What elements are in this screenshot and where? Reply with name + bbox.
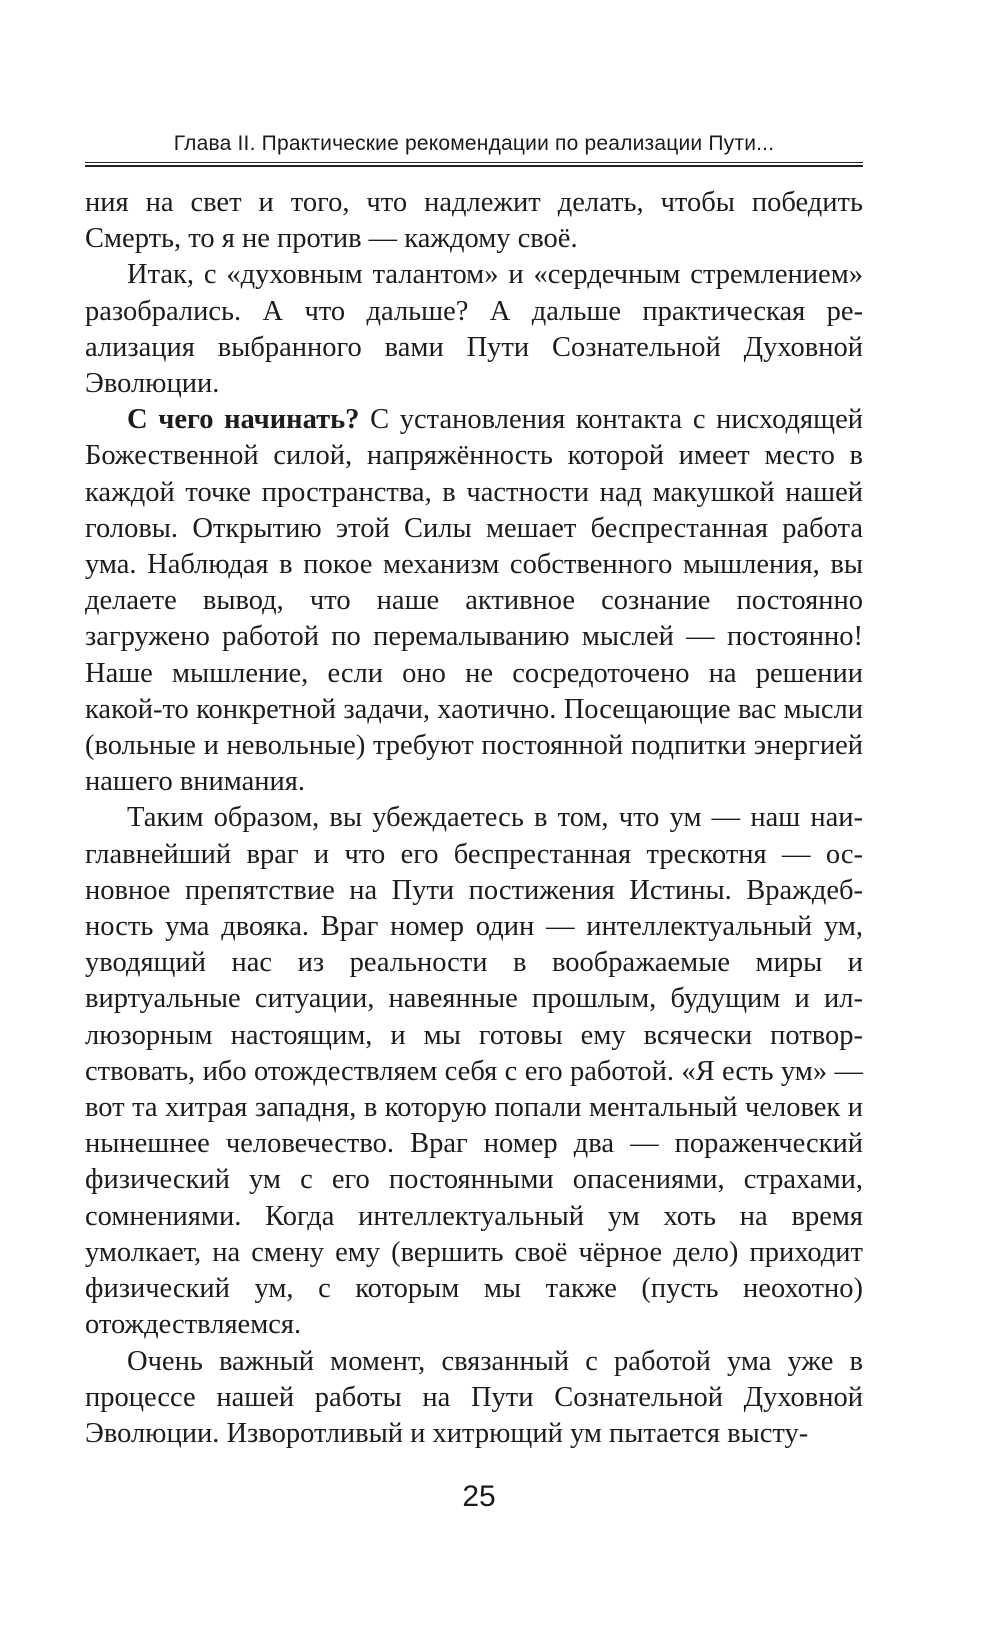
paragraph-2: Итак, с «духовным талантом» и «сердечным стремлением» разобрались. А что дальше? А дальше практическая реализация выбранного вами Пути Сознательной Духовной Эволюции. <box>85 259 863 400</box>
paragraph-4: Таким образом, вы убеждаетесь в том, что ум — наш наиглавнейший враг и что его беспрестанная трескотня — основное препятствие на Пути постижения Истины. Враждебность ума двояка. Враг номер один — интеллектуальный ум, уводящий нас из реальности в воображаемые миры и виртуальные ситуации, навеянные прошлым, будущим и иллюзорным настоящим, и мы готовы ему всячески потворствовать, ибо отождествляем себя с его работой. «Я есть ум» — вот та хитрая западня, в которую попали ментальный человек и нынешнее человечество. Враг номер два — пораженческий физический ум с его постоянными опасениями, страхами, сомнениями. Когда интеллектуальный ум хоть на время умолкает, на смену ему (вершить своё чёрное дело) приходит физический ум, с которым мы также (пусть неохотно) отождествляемся. <box>85 802 863 1341</box>
page-number: 25 <box>462 1480 496 1513</box>
header-rule <box>85 162 863 163</box>
paragraph-3-text: С установления контакта с нисходящей Божественной силой, напряжённость которой имеет место в каждой точке пространства, в частности над макушкой нашей головы. Открытию этой Силы мешает беспрестанная работа ума. Наблюдая в покое механизм собственного мышления, вы делаете вывод, что наше активное сознание постоянно загружено работой по перемалыванию мыслей — постоянно! Наше мышление, если оно не сосредоточено на решении какой-то конкретной задачи, хаотично. Посещающие вас мысли (вольные и невольные) требуют постоянной подпитки энергией нашего внимания. <box>85 404 863 798</box>
body-text <box>85 185 863 1452</box>
paragraph-3-lead-question: С чего начинать? <box>127 404 360 436</box>
paragraph-1: ния на свет и того, что надлежит делать, чтобы победить Смерть, то я не против — каждому своё. <box>85 187 863 255</box>
paragraph-5: Очень важный момент, связанный с работой ума уже в процессе нашей работы на Пути Сознательной Духовной Эволюции. Изворотливый и хитрющий ум пытается высту- <box>85 1345 863 1449</box>
running-head-title: Глава II. Практические рекомендации по реализации Пути... <box>173 132 775 155</box>
header-rule-thick <box>85 165 863 167</box>
paragraph-3 <box>85 402 863 800</box>
